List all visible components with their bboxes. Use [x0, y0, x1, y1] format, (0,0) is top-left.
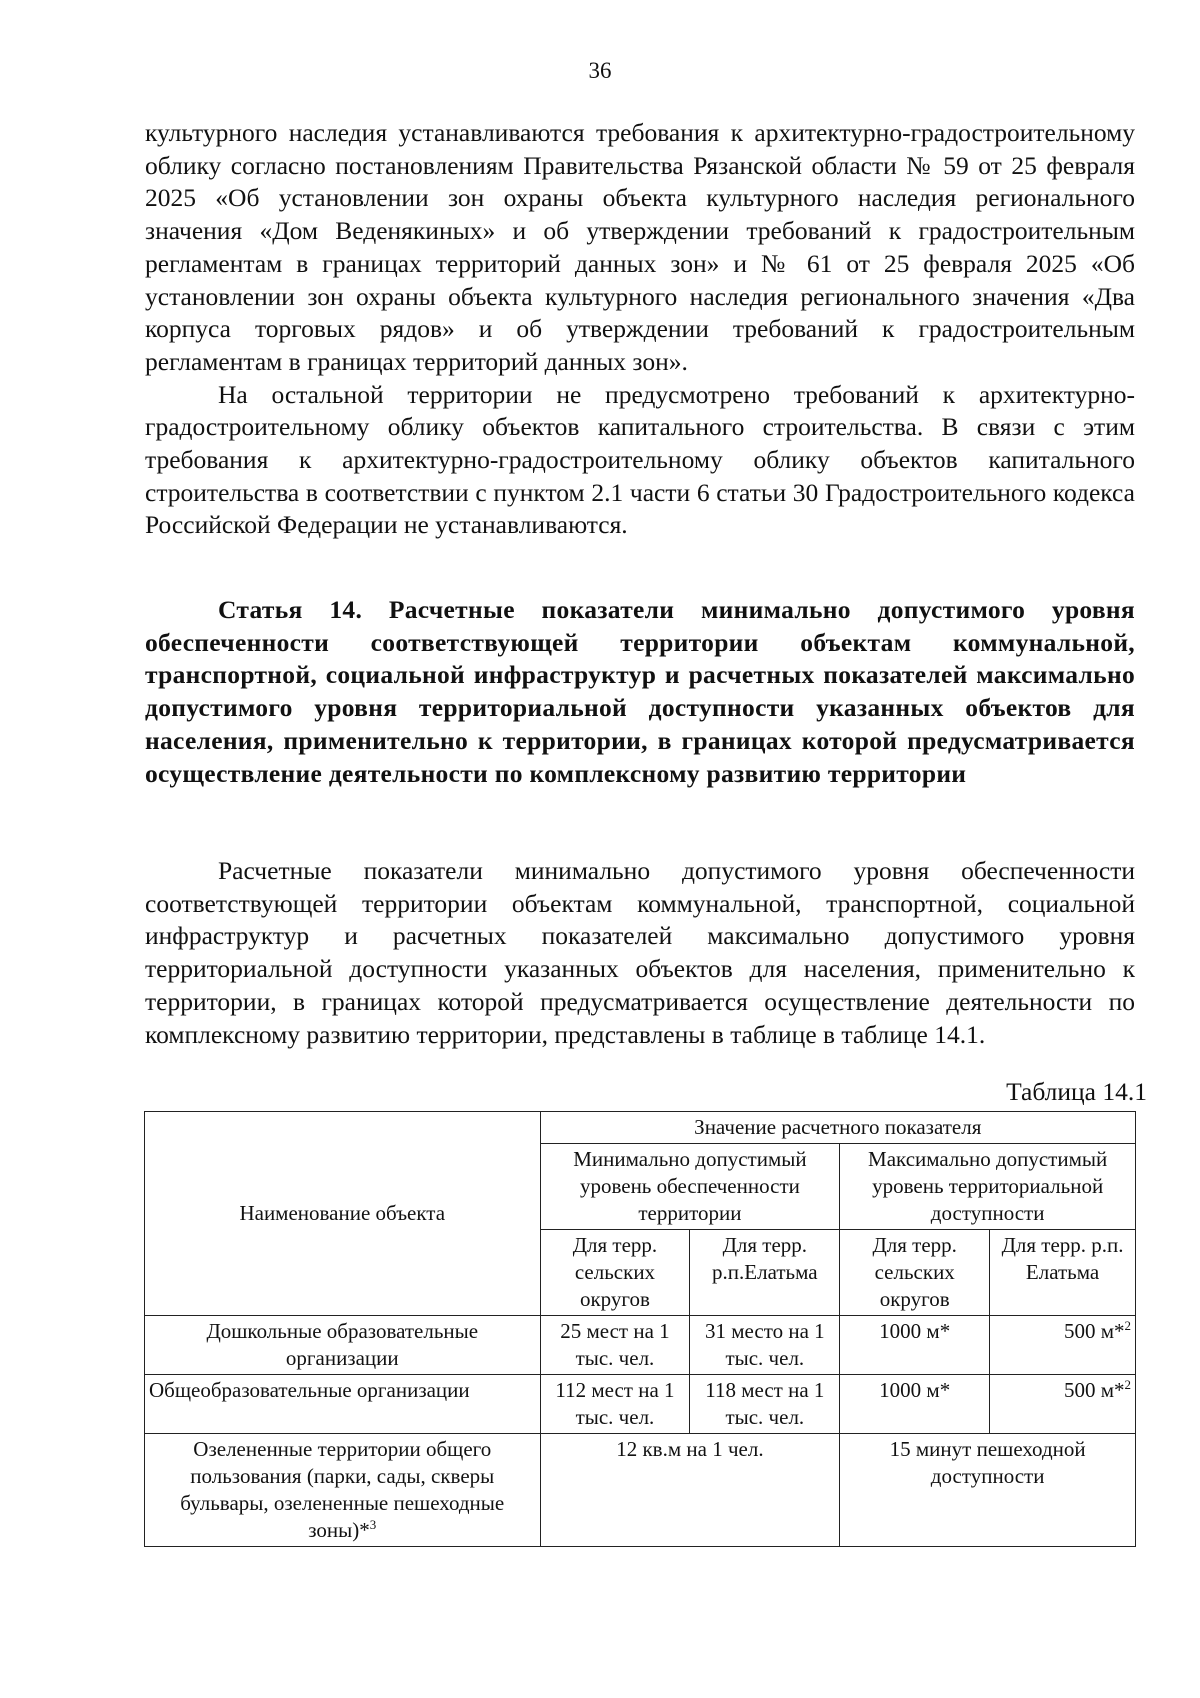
header-value-group: Значение расчетного показателя — [540, 1112, 1135, 1144]
cell-min-town: 31 место на 1 тыс. чел. — [690, 1316, 840, 1375]
header-object-name: Наименование объекта — [145, 1112, 541, 1316]
cell-value: 500 м* — [1063, 1319, 1125, 1343]
cell-max-town — [990, 1375, 1136, 1434]
article-heading: Статья 14. Расчетные показатели минимально допустимого уровня обеспеченности соответствующей территории объектам коммунальной, транспортной, социальной инфраструктур и расчетных показателей максимально допустимого уровня территориальной доступности указанных объектов для населения, применительно к территории, в границах которой предусматривается осуществление деятельности по комплексному развитию территории — [145, 595, 1135, 788]
table-row — [145, 1434, 1136, 1547]
header-town-max: Для терр. р.п. Елатьма — [990, 1230, 1136, 1316]
cell-object-name: Общеобразовательные организации — [145, 1375, 541, 1434]
indicators-table — [144, 1111, 1136, 1547]
paragraph-intro — [145, 855, 1135, 1051]
footnote-mark: 2 — [1124, 1377, 1131, 1392]
cell-min-rural: 112 мест на 1 тыс. чел. — [540, 1375, 690, 1434]
cell-object-name — [145, 1434, 541, 1547]
header-town-min: Для терр. р.п.Елатьма — [690, 1230, 840, 1316]
table-caption: Таблица 14.1 — [1006, 1077, 1147, 1106]
footnote-mark: 3 — [369, 1517, 377, 1532]
cell-min-rural: 25 мест на 1 тыс. чел. — [540, 1316, 690, 1375]
cell-min-town: 118 мест на 1 тыс. чел. — [690, 1375, 840, 1434]
cell-value: 500 м* — [1063, 1378, 1125, 1402]
table-header-row — [145, 1112, 1136, 1144]
paragraph-text: культурного наследия устанавливаются требования к архитектурно-градостроительному облику согласно постановлениям Правительства Рязанской области № 59 от 25 февраля 2025 «Об установлении зон охраны объекта культурного наследия регионального значения «Дом Веденякиных» и об утверждении требований к градостроительным регламентам в границах территорий данных зон» и № 61 от 25 февраля 2025 «Об установлении зон охраны объекта культурного наследия регионального значения «Два корпуса торговых рядов» и об утверждении требований к градостроительным регламентам в границах территорий данных зон». — [145, 118, 1135, 376]
cell-max-rural: 1000 м* — [840, 1375, 990, 1434]
paragraph-continuation — [145, 117, 1135, 542]
header-rural-max: Для терр. сельских округов — [840, 1230, 990, 1316]
header-min-group: Минимально допустимый уровень обеспеченности территории — [540, 1144, 840, 1230]
paragraph-text: Расчетные показатели минимально допустимого уровня обеспеченности соответствующей территории объектам коммунальной, транспортной, социальной инфраструктур и расчетных показателей максимально допустимого уровня территориальной доступности указанных объектов для населения, применительно к территории, в границах которой предусматривается осуществление деятельности по комплексному развитию территории, представлены в таблице в таблице 14.1. — [145, 856, 1135, 1049]
paragraph-text: На остальной территории не предусмотрено требований к архитектурно-градостроительному облику объектов капитального строительства. В связи с этим требования к архитектурно-градостроительному облику объектов капитального строительства в соответствии с пунктом 2.1 части 6 статьи 30 Градостроительного кодекса Российской Федерации не устанавливаются. — [145, 379, 1135, 540]
cell-value: Озелененные территории общего пользования (парки, сады, скверы бульвары, озелененные пешеходные зоны)* — [180, 1437, 505, 1542]
header-rural-min: Для терр. сельских округов — [540, 1230, 690, 1316]
cell-object-name: Дошкольные образовательные организации — [145, 1316, 541, 1375]
cell-max-value: 15 минут пешеходной доступности — [840, 1434, 1136, 1547]
table-row — [145, 1316, 1136, 1375]
cell-max-rural: 1000 м* — [840, 1316, 990, 1375]
header-max-group: Максимально допустимый уровень территориальной доступности — [840, 1144, 1136, 1230]
page-number: 36 — [588, 58, 612, 83]
cell-max-town — [990, 1316, 1136, 1375]
footnote-mark: 2 — [1124, 1318, 1131, 1333]
table-row — [145, 1375, 1136, 1434]
cell-min-value: 12 кв.м на 1 чел. — [540, 1434, 840, 1547]
